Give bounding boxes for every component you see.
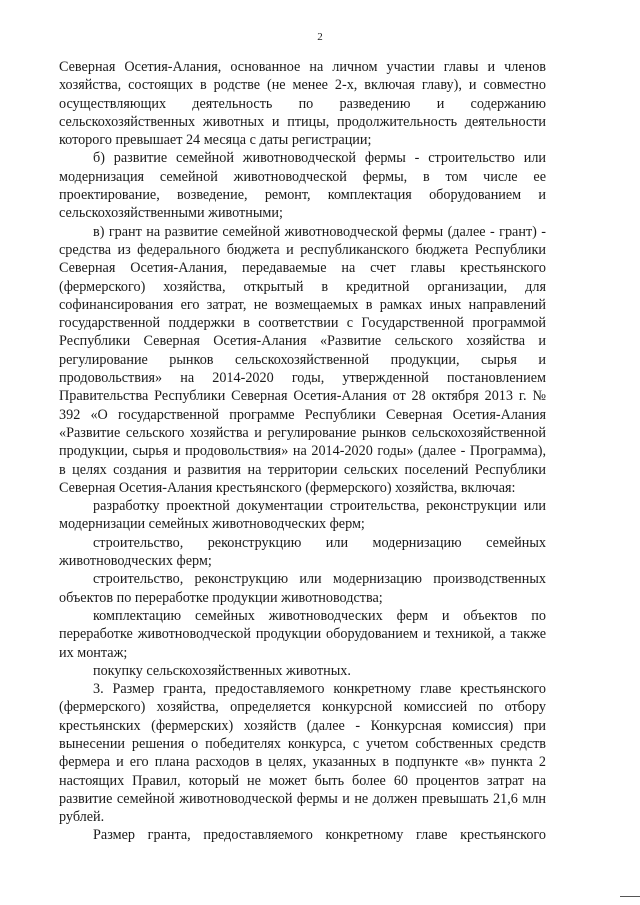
list-item-design-documentation: разработку проектной документации строительства, реконструкции или модернизации семейных животноводческих ферм; xyxy=(59,498,546,533)
list-item-equipment: комплектацию семейных животноводческих ферм и объектов по переработке животноводческой продукции оборудованием и техникой, а также их монтаж; xyxy=(59,607,546,661)
scan-edge-mark xyxy=(620,896,640,897)
list-item-processing-facilities: строительство, реконструкцию или модернизацию производственных объектов по переработке продукции животноводства; xyxy=(59,571,546,606)
paragraph-definition-b: б) развитие семейной животноводческой фермы - строительство или модернизация семейной животноводческой фермы, в том числе ее проектирование, возведение, ремонт, комплектация оборудованием и сельскохозяйственными животными; xyxy=(59,150,546,222)
paragraph-definition-v: в) грант на развитие семейной животноводческой фермы (далее - грант) - средства из федерального бюджета и республиканского бюджета Республики Северная Осетия-Алания, передаваемые на счет главы крестьянского (фермерского) хозяйства, открытый в кредитной организации, для софинансирования его затрат, не возмещаемых в рамках иных направлений государственной поддержки в соответствии с Государственной программой Республики Северная Осетия-Алания «Развитие сельского хозяйства и регулирование рынков сельскохозяйственной продукции, сырья и продовольствия» на 2014-2020 годы, утвержденной постановлением Правительства Республики Северная Осетия-Алания от 28 октября 2013 г. № 392 «О государственной программе Республики Северная Осетия-Алания «Развитие сельского хозяйства и регулирование рынков сельскохозяйственной продукции, сырья и продовольствия» на 2014-2020 годы» (далее - Программа), в целях создания и развития на территории сельских поселений Республики Северная Осетия-Алания крестьянского (фермерского) хозяйства, включая: xyxy=(59,223,546,496)
list-item-livestock-purchase: покупку сельскохозяйственных животных. xyxy=(93,662,351,679)
document-body xyxy=(59,58,546,845)
list-item-construction: строительство, реконструкцию или модернизацию семейных животноводческих ферм; xyxy=(59,534,546,570)
paragraph-intro-continuation: Северная Осетия-Алания, основанное на личном участии главы и членов хозяйства, состоящих в родстве (не менее 2-х, включая главу), и совместно осуществляющих деятельность по разведению и содержанию сельскохозяйственных животных и птицы, продолжительность деятельности которого превышает 24 месяца с даты регистрации; xyxy=(59,59,546,149)
page-number: 2 xyxy=(317,31,323,43)
paragraph-section-3: 3. Размер гранта, предоставляемого конкретному главе крестьянского (фермерского) хозяйства, определяется конкурсной комиссией по отбору крестьянских (фермерских) хозяйств (далее - Конкурсная комиссия) при вынесении решения о победителях конкурса, с учетом собственных средств фермера и его плана расходов в целях, указанных в подпункте «в» пункта 2 настоящих Правил, который не может быть более 60 процентов затрат на развитие семейной животноводческой фермы и не должен превышать 21,6 млн рублей. xyxy=(59,681,546,826)
paragraph-grant-size-continued: Размер гранта, предоставляемого конкретному главе крестьянского xyxy=(93,827,546,844)
